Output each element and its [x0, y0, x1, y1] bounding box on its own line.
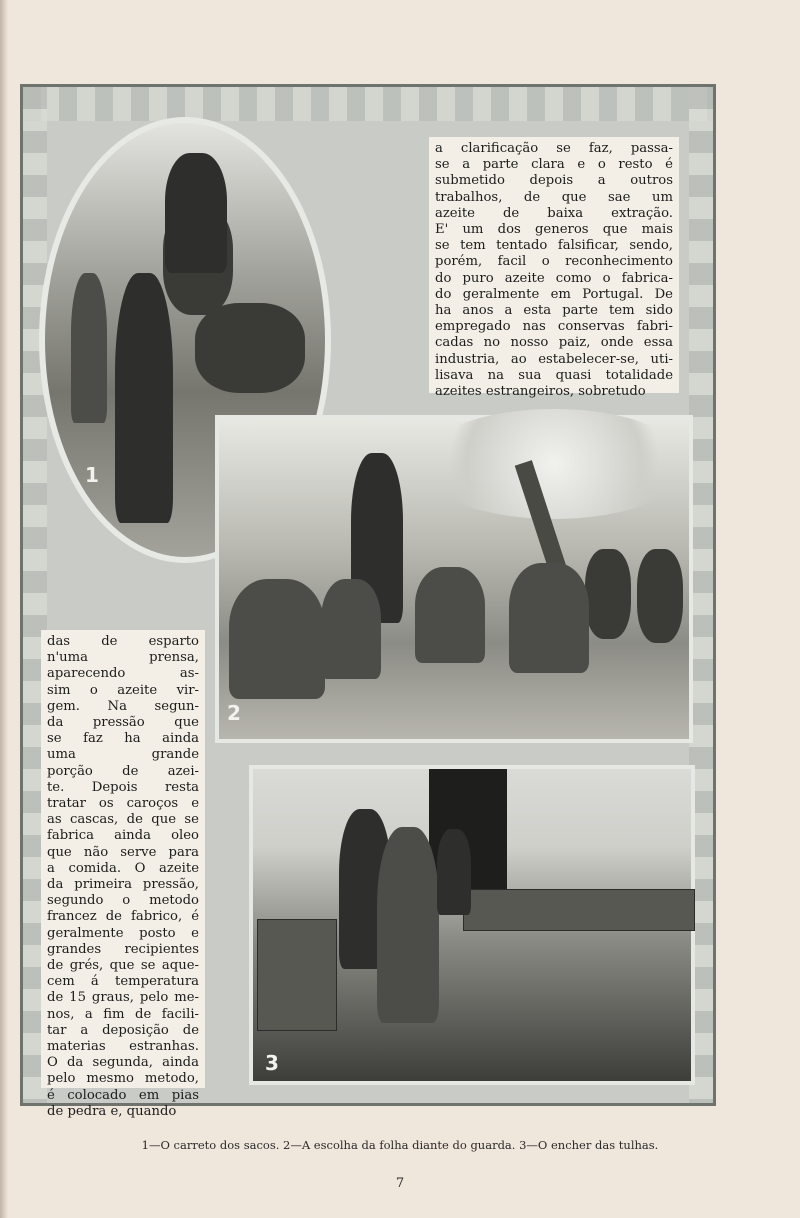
text-line: nos, a fim de facili- [47, 1006, 199, 1022]
text-line: que não serve para [47, 844, 199, 860]
text-line: se faz ha ainda [47, 731, 199, 747]
sack-shape [637, 549, 683, 643]
storage-bin [257, 919, 337, 1031]
text-line: porção de azei- [47, 763, 199, 779]
page-number: 7 [395, 1176, 405, 1191]
text-line: segundo o metodo [47, 893, 199, 909]
worker-figure [115, 273, 173, 523]
photo-plate [20, 84, 716, 1119]
text-line: empregado nas conservas fabri- [435, 319, 673, 335]
text-line: materias estranhas. [47, 1039, 199, 1055]
tree-foliage [419, 409, 689, 519]
text-line: lisava na sua quasi totalidade [435, 367, 673, 383]
text-line: industria, ao estabelecer-se, uti- [435, 351, 673, 367]
photo-number-1: 1 [85, 463, 99, 487]
ornamental-border-top [23, 87, 713, 121]
article-text-left [41, 630, 205, 1119]
text-line: azeite de baixa extração. [435, 205, 673, 221]
article-text-top [429, 137, 679, 400]
page-binding-edge [0, 0, 8, 1218]
text-line: de 15 graus, pelo me- [47, 990, 199, 1006]
text-line: pelo mesmo metodo, [47, 1071, 199, 1087]
text-line: se a parte clara e o resto é [435, 157, 673, 173]
photo-filling-bins [249, 765, 695, 1085]
text-line: francez de fabrico, é [47, 909, 199, 925]
text-line: do puro azeite como o fabrica- [435, 270, 673, 286]
worker-figure [71, 273, 107, 423]
worker-figure [165, 153, 227, 273]
text-line: é colocado em pias [47, 1087, 199, 1103]
text-line: tratar os caroços e [47, 796, 199, 812]
text-line: da pressão que [47, 715, 199, 731]
text-line: trabalhos, de que sae um [435, 189, 673, 205]
photo-caption: 1—O carreto dos sacos. 2—A escolha da folha diante do guarda. 3—O encher das tulhas. [141, 1138, 659, 1152]
text-line: geralmente posto e [47, 925, 199, 941]
sack-shape [195, 303, 305, 393]
worker-figure [509, 563, 589, 673]
text-line: submetido depois a outros [435, 173, 673, 189]
text-line: fabrica ainda oleo [47, 828, 199, 844]
text-line: porém, facil o reconhecimento [435, 254, 673, 270]
text-line: grandes recipientes [47, 941, 199, 957]
text-line: ha anos a esta parte tem sido [435, 303, 673, 319]
text-line: do geralmente em Portugal. De [435, 286, 673, 302]
text-line: a comida. O azeite [47, 860, 199, 876]
storage-bin [463, 889, 695, 931]
text-line: cem á temperatura [47, 974, 199, 990]
text-line: se tem tentado falsificar, sendo, [435, 238, 673, 254]
text-line: de grés, que se aque- [47, 958, 199, 974]
text-line: E' um dos generos que mais [435, 222, 673, 238]
photo-number-3: 3 [265, 1051, 279, 1075]
worker-figure [437, 829, 471, 915]
text-line: azeites estrangeiros, sobretudo [435, 384, 646, 400]
text-line: de pedra e, quando [47, 1103, 177, 1119]
text-line: das de esparto [47, 634, 199, 649]
text-line: cadas no nosso paiz, onde essa [435, 335, 673, 351]
text-line: gem. Na segun- [47, 698, 199, 714]
text-line: tar a deposição de [47, 1022, 199, 1038]
text-line: da primeira pressão, [47, 877, 199, 893]
text-line: uma grande [47, 747, 199, 763]
text-line: aparecendo as- [47, 666, 199, 682]
text-line: te. Depois resta [47, 779, 199, 795]
text-line: n'uma prensa, [47, 650, 199, 666]
sack-shape [585, 549, 631, 639]
worker-figure [229, 579, 325, 699]
text-line: a clarificação se faz, passa- [435, 141, 673, 156]
text-line: as cascas, de que se [47, 812, 199, 828]
text-line: sim o azeite vir- [47, 682, 199, 698]
photo-number-2: 2 [227, 701, 241, 725]
worker-figure [415, 567, 485, 663]
text-line: O da segunda, ainda [47, 1055, 199, 1071]
worker-figure [321, 579, 381, 679]
worker-figure [377, 827, 439, 1023]
photo-leaf-sorting [215, 415, 693, 743]
